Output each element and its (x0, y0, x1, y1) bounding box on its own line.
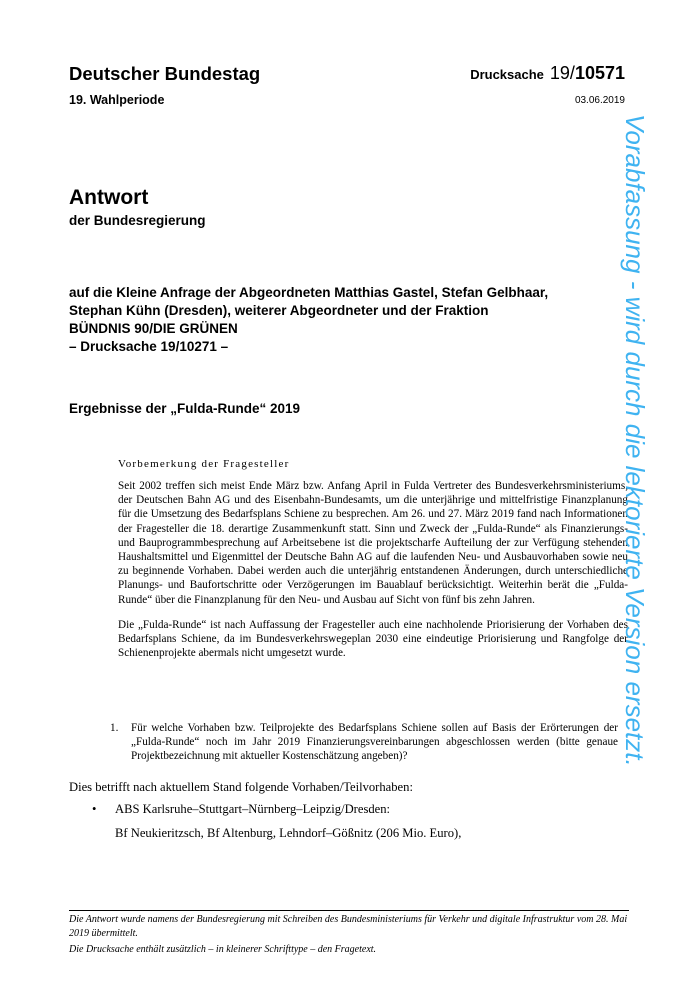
footnote-divider (69, 910, 629, 911)
answer-item-text: ABS Karlsruhe–Stuttgart–Nürnberg–Leipzig/Dresden: (115, 802, 391, 816)
footnote-line-2: Die Drucksache enthält zusätzlich – in kleinerer Schrifttype – den Fragetext. (69, 944, 377, 955)
question-1 (110, 721, 618, 764)
prelim-paragraph-1: Seit 2002 treffen sich meist Ende März bzw. Anfang April in Fulda Vertreter des Bundesverkehrsministeriums, der Deutschen Bahn AG und des Eisenbahn-Bundesamts, um die unterjährige und mittelfristige Finanzplanung für die Umsetzung des Bedarfsplans Schiene zu besprechen. Am 26. und 27. März 2019 fand nach Informationen der Fragesteller die 18. derartige Zusammenkunft statt. Sinn und Zweck der „Fulda-Runde“ als Finanzierungs- und Bauprogrammbesprechung auf Arbeitsebene ist die projektscharfe Aufteilung der zur Verfügung stehenden Haushaltsmittel und Eigenmittel der Deutsche Bahn AG auf die laufenden Neu- und Ausbauvorhaben sowie neu zu beginnende Vorhaben. Dabei werden auch die unterjährig entstandenen Änderungen, durch unterschiedliche Planungs- und Baufortschritte oder Verzögerungen im Bauablauf berücksichtigt. Weiterhin berät die „Fulda-Runde“ über die Finanzplanung für den Neu- und Ausbau auf Sicht von fünf bis zehn Jahren. (118, 480, 628, 606)
footnote (69, 913, 629, 960)
anfrage-line: BÜNDNIS 90/DIE GRÜNEN (69, 321, 238, 336)
footnote-line-1: Die Antwort wurde namens der Bundesregierung mit Schreiben des Bundesministeriums für Verkehr und digitale Infrastruktur vom 28. Mai 2019 übermittelt. (69, 914, 628, 939)
parliament-title: Deutscher Bundestag (69, 63, 261, 84)
anfrage-line: Stephan Kühn (Dresden), weiterer Abgeordneter und der Fraktion (69, 303, 489, 318)
document-subtitle: der Bundesregierung (69, 213, 206, 228)
drucksache-label: Drucksache (470, 67, 544, 82)
watermark-text: Vorabfassung - wird durch die lektorierte Version ersetzt. (620, 114, 650, 767)
anfrage-line: auf die Kleine Anfrage der Abgeordneten Matthias Gastel, Stefan Gelbhaar, (69, 285, 549, 300)
question-text: Für welche Vorhaben bzw. Teilprojekte des Bedarfsplans Schiene sollen auf Basis der Erörterungen der „Fulda-Runde“ noch im Jahr 2019 Finanzierungsvereinbarungen abgeschlossen werden (bitte genaue Projektbezeichnung mit aktueller Kostenschätzung angeben)? (131, 722, 618, 763)
prelim-heading: Vorbemerkung der Fragesteller (118, 458, 290, 470)
draft-watermark (620, 114, 678, 909)
anfrage-line: – Drucksache 19/10271 – (69, 339, 229, 354)
drucksache-prefix: 19/ (549, 63, 575, 83)
preliminary-remarks (118, 458, 628, 671)
topic-heading: Ergebnisse der „Fulda-Runde“ 2019 (69, 401, 301, 416)
legislative-period: 19. Wahlperiode (69, 93, 165, 107)
drucksache-reference (470, 63, 625, 84)
question-number: 1. (110, 722, 119, 734)
document-date: 03.06.2019 (574, 95, 625, 106)
drucksache-number: 10571 (574, 63, 625, 83)
answer-subitem: Bf Neukieritzsch, Bf Altenburg, Lehndorf–Gößnitz (206 Mio. Euro), (115, 826, 462, 840)
prelim-paragraph-2: Die „Fulda-Runde“ ist nach Auffassung der Fragesteller auch eine nachholende Priorisierung der Vorhaben des Bedarfsplans Schiene, da im Bundesverkehrswegeplan 2030 eine eindeutige Priorisierung und Rangfolge der Schienenprojekte abermals nicht umgesetzt wurde. (118, 618, 628, 660)
document-title: Antwort (69, 186, 149, 209)
anfrage-block (69, 284, 609, 356)
answer-intro: Dies betrifft nach aktuellem Stand folgende Vorhaben/Teilvorhaben: (69, 780, 413, 794)
answer-list-item (92, 802, 390, 817)
bullet-icon: • (92, 802, 97, 816)
